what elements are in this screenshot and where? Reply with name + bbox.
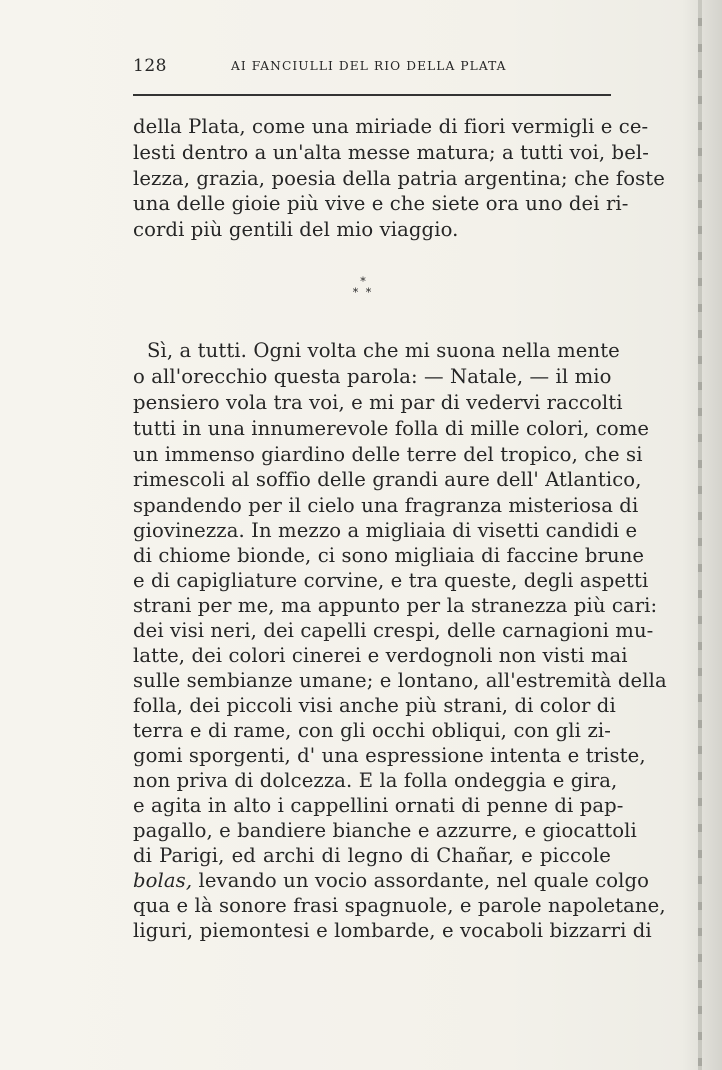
- text-line: giovinezza. In mezzo a migliaia di visetti candidi e: [133, 519, 638, 542]
- text-line: pagallo, e bandiere bianche e azzurre, e giocattoli: [133, 819, 637, 842]
- binding-edge: [698, 0, 702, 1070]
- text-line: di Parigi, ed archi di legno di Chañar, e piccole: [133, 844, 611, 867]
- running-title: AI FANCIULLI DEL RIO DELLA PLATA: [231, 59, 507, 73]
- text-line: e agita in alto i cappellini ornati di penne di pap-: [133, 794, 624, 817]
- section-ornament: [348, 276, 378, 302]
- text-line: cordi più gentili del mio viaggio.: [133, 218, 459, 241]
- text-line: sulle sembianze umane; e lontano, all'estremità della: [133, 669, 667, 692]
- text-line: strani per me, ma appunto per la stranezza più cari:: [133, 594, 658, 617]
- text-line: un immenso giardino delle terre del tropico, che si: [133, 443, 643, 466]
- text-line: rimescoli al soffio delle grandi aure dell' Atlantico,: [133, 468, 642, 491]
- text-line: dei visi neri, dei capelli crespi, delle carnagioni mu-: [133, 619, 654, 642]
- text-line: o all'orecchio questa parola: — Natale, — il mio: [133, 365, 612, 388]
- page-header: [133, 56, 611, 86]
- text-line: pensiero vola tra voi, e mi par di vedervi raccolti: [133, 391, 623, 414]
- text-line: una delle gioie più vive e che siete ora uno dei ri-: [133, 192, 629, 215]
- text-line: latte, dei colori cinerei e verdognoli non visti mai: [133, 644, 628, 667]
- text-line: della Plata, come una miriade di fiori vermigli e ce-: [133, 115, 649, 138]
- text-line: gomi sporgenti, d' una espressione intenta e triste,: [133, 744, 646, 767]
- text-line-bolas: [133, 868, 650, 894]
- text-span: levando un vocio assordante, nel quale colgo: [192, 869, 650, 892]
- text-line: tutti in una innumerevole folla di mille colori, come: [133, 417, 650, 440]
- text-line: qua e là sonore frasi spagnuole, e parole napoletane,: [133, 894, 666, 917]
- asterism-bottom: * *: [352, 286, 374, 299]
- italic-word: bolas,: [133, 869, 193, 892]
- page-number: 128: [133, 56, 167, 76]
- text-line: lesti dentro a un'alta messe matura; a tutti voi, bel-: [133, 141, 649, 164]
- text-line: liguri, piemontesi e lombarde, e vocaboli bizzarri di: [133, 919, 652, 942]
- header-rule: [133, 94, 611, 96]
- text-line: di chiome bionde, ci sono migliaia di faccine brune: [133, 544, 645, 567]
- text-line: spandendo per il cielo una fragranza misteriosa di: [133, 494, 639, 517]
- text-line: terra e di rame, con gli occhi obliqui, con gli zi-: [133, 719, 611, 742]
- text-line: Sì, a tutti. Ogni volta che mi suona nella mente: [147, 339, 620, 362]
- text-line: non priva di dolcezza. E la folla ondeggia e gira,: [133, 769, 618, 792]
- text-line: folla, dei piccoli visi anche più strani, di color di: [133, 694, 616, 717]
- page-edge-shadow: [682, 0, 722, 1070]
- text-line: lezza, grazia, poesia della patria argentina; che foste: [133, 167, 665, 190]
- asterism-top: *: [360, 275, 366, 288]
- text-line: e di capigliature corvine, e tra queste, degli aspetti: [133, 569, 649, 592]
